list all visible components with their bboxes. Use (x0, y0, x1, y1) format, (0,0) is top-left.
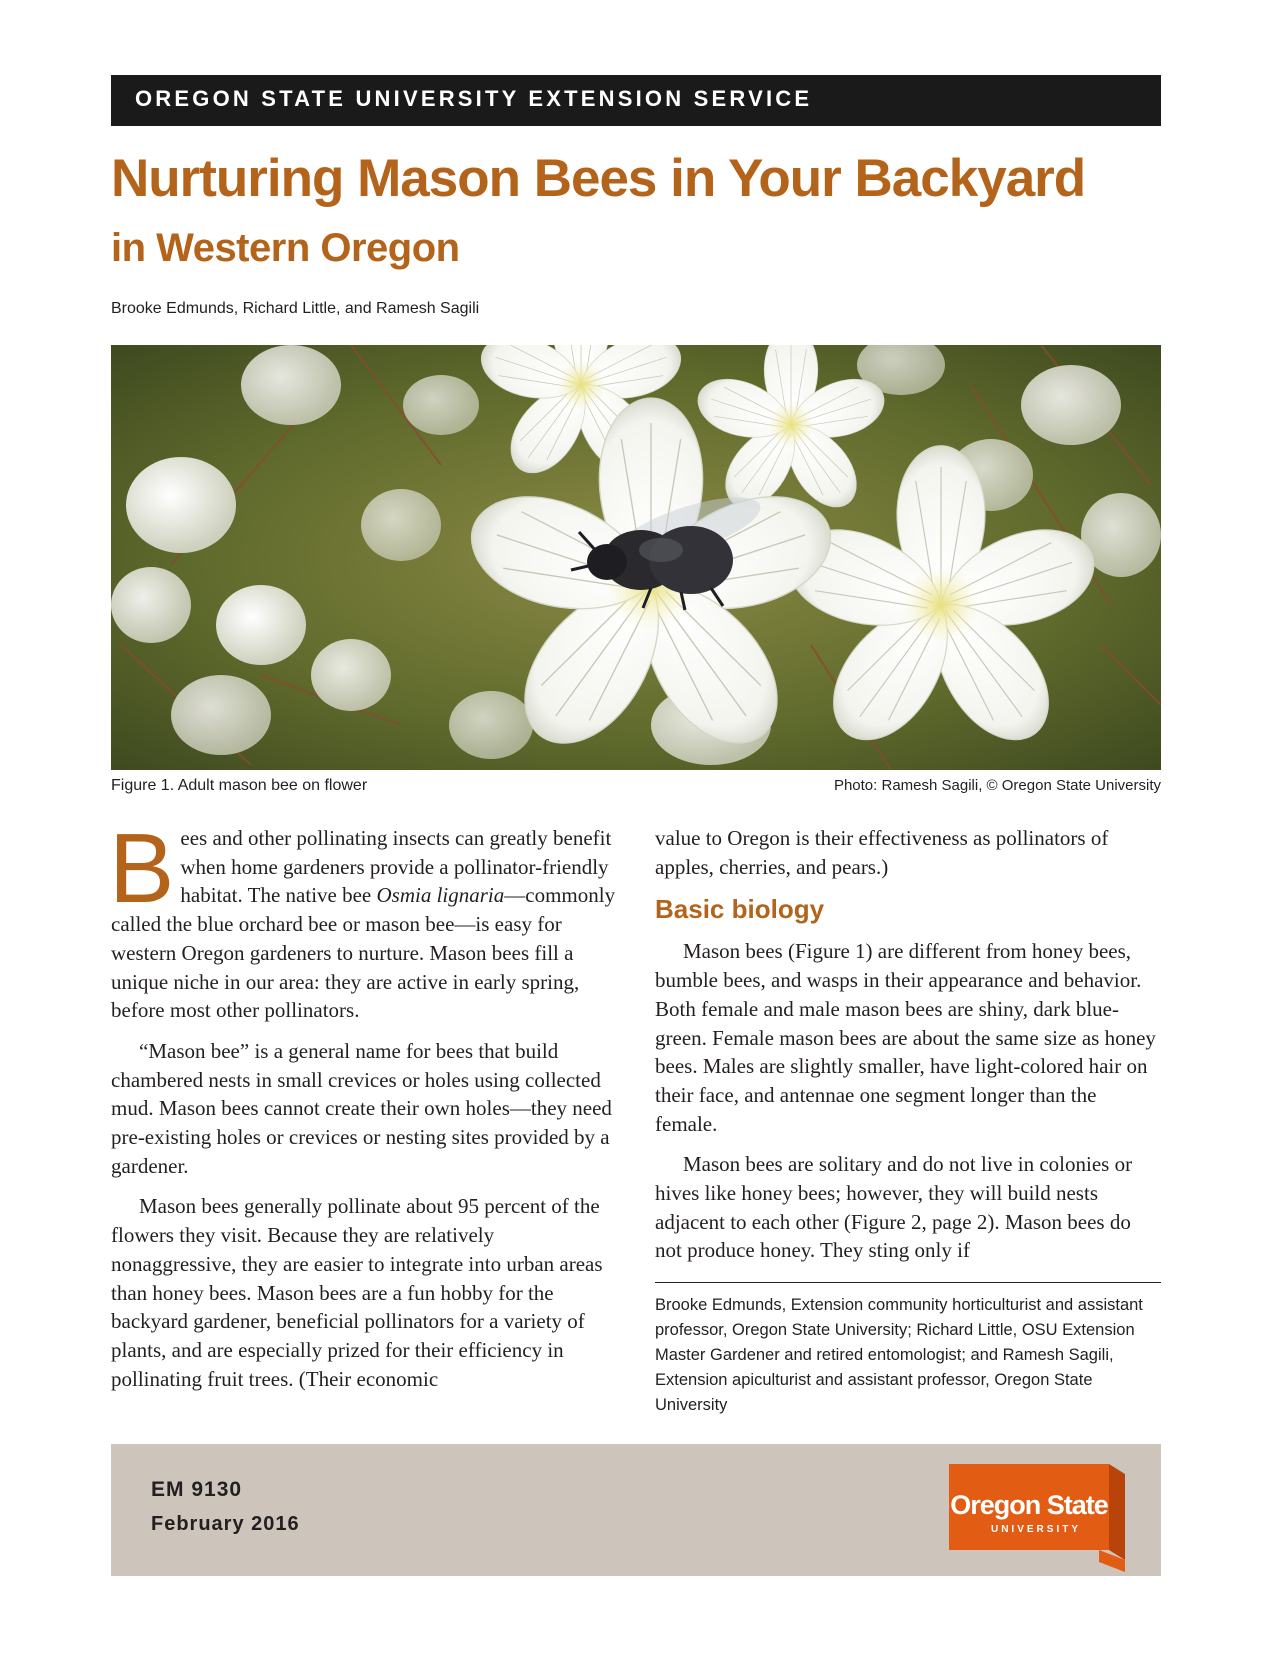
bee-on-flower-photo (111, 345, 1161, 770)
footnote-divider (655, 1282, 1161, 1283)
intro-text-b: —commonly called the blue orchard bee or mason bee—is easy for western Oregon gardeners to nurture. Mason bees fill a unique niche in our area: they are active in early spring, before most other pollinators. (111, 883, 616, 1023)
paragraph-pollination: Mason bees generally pollinate about 95 percent of the flowers they visit. Because they are relatively nonaggressive, they are easier to integrate into urban areas than honey bees. Mason bees are a fun hobby for the backyard gardener, beneficial pollinators for a variety of plants, and are especially prized for their efficiency in pollinating fruit trees. (Their economic (111, 1194, 603, 1391)
body-column-left (109, 813, 616, 1405)
author-footnote: Brooke Edmunds, Extension community horticulturist and assistant professor, Oregon State University; Richard Little, OSU Extension Master Gardener and retired entomologist; and Ramesh Sagili, Extension apiculturist and assistant professor, Oregon State University (655, 1296, 1143, 1414)
body-column-right (655, 824, 1161, 1277)
section-heading: Basic biology (655, 894, 825, 925)
paragraph-appearance: Mason bees (Figure 1) are different from honey bees, bumble bees, and wasps in their appearance and behavior. Both female and male mason bees are shiny, dark blue-green. Female mason bees are about the same size as honey bees. Males are slightly smaller, have light-colored hair on their face, and antennae one segment longer than the female. (655, 939, 1156, 1136)
drop-cap: B (109, 813, 175, 923)
footer-band (111, 1444, 1161, 1576)
species-name: Osmia lignaria (376, 883, 505, 908)
paragraph-continuation: value to Oregon is their effectiveness as pollinators of apples, cherries, and pears.) (655, 826, 1109, 879)
paragraph-mason-bee-definition: “Mason bee” is a general name for bees that build chambered nests in small crevices or holes using collected mud. Mason bees cannot create their own holes—they need pre-existing holes or crevices or nesting sites provided by a gardener. (111, 1038, 612, 1178)
photo-credit: Photo: Ramesh Sagili, © Oregon State University (833, 777, 1161, 794)
logo-line1: Oregon State (950, 1490, 1108, 1520)
publication-date: February 2016 (151, 1513, 300, 1535)
paragraph-solitary: Mason bees are solitary and do not live in colonies or hives like honey bees; however, they will build nests adjacent to each other (Figure 2, page 2). Mason bees do not produce honey. They sting only if (655, 1152, 1133, 1263)
intro-paragraph (109, 813, 616, 1025)
author-line: Brooke Edmunds, Richard Little, and Ramesh Sagili (111, 300, 480, 317)
header-banner (111, 75, 1161, 126)
page-subtitle: in Western Oregon (111, 226, 460, 270)
logo-line2: UNIVERSITY (990, 1524, 1081, 1535)
intro-text-a: ees and other pollinating insects can greatly benefit when home gardeners provide a pollinator-friendly habitat. The native bee (180, 826, 612, 908)
page-title: Nurturing Mason Bees in Your Backyard (111, 149, 1086, 208)
oregon-state-logo (949, 1464, 1125, 1572)
publication-number: EM 9130 (151, 1478, 243, 1501)
photo-illustration (111, 345, 1161, 770)
figure-caption: Figure 1. Adult mason bee on flower (111, 777, 368, 794)
banner-text: OREGON STATE UNIVERSITY EXTENSION SERVICE (135, 86, 813, 111)
